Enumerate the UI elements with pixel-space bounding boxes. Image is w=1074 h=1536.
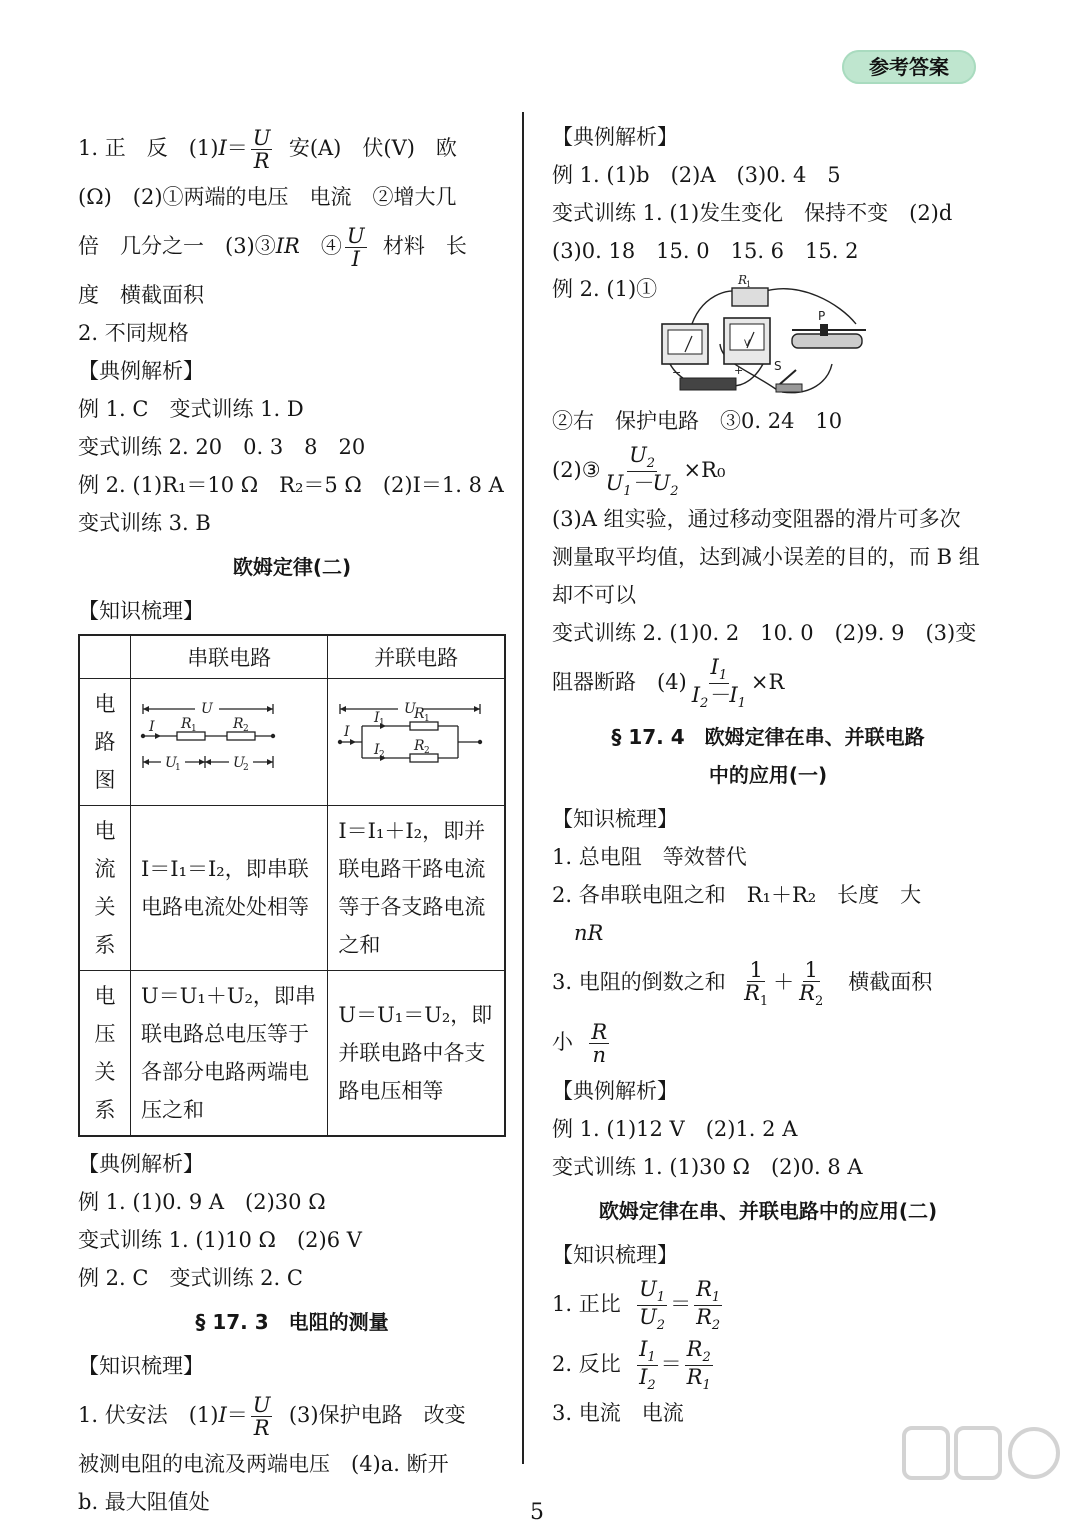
svg-text:U: U <box>404 701 417 717</box>
answer-line: (2)③ $\frac{U_2}{U_1-U_2}$ ×R₀ <box>552 443 726 500</box>
svg-text:2: 2 <box>424 746 431 756</box>
svg-text:1: 1 <box>379 718 386 728</box>
table-header-parallel: 并联电路 <box>328 635 505 679</box>
parallel-voltage-cell: U＝U₁＝U₂，即并联电路中各支路电压相等 <box>328 971 505 1137</box>
section-heading: 【典例解析】 <box>78 1152 204 1176</box>
series-current-cell: I＝I₁＝I₂，即串联电路电流处处相等 <box>131 806 328 971</box>
row-head-circuit-diagram: 电路图 <box>79 679 131 806</box>
answer-line: 小 $\frac{R}{n}$ <box>552 1019 608 1067</box>
svg-text:I: I <box>149 719 155 735</box>
answer-line: 3. 电阻的倒数之和 $\frac{1}{R_1}$ ＋ $\frac{1}{R_2}$ 横截面积 <box>552 957 933 1009</box>
right-column <box>552 118 984 1432</box>
answer-line: 1. 伏安法 (1)I＝ $\frac{U}{R}$ (3)保护电路 改变 <box>78 1392 466 1440</box>
svg-text:−: − <box>672 366 682 379</box>
answer-line: 倍 几分之一 (3)③IR ④ $\frac{U}{I}$ 材料 长 <box>78 223 467 271</box>
section-heading: 【知识梳理】 <box>78 599 204 623</box>
answer-line: 例 1. (1)0. 9 A (2)30 Ω <box>78 1190 326 1214</box>
svg-text:R: R <box>181 716 192 732</box>
section-heading: 【典例解析】 <box>78 359 204 383</box>
svg-text:+: + <box>734 364 744 377</box>
series-circuit-diagram <box>137 696 317 776</box>
answer-line: 度 横截面积 <box>78 283 204 307</box>
svg-text:U: U <box>165 755 177 771</box>
answer-line: (3)A 组实验，通过移动变阻器的滑片可多次 <box>552 507 961 531</box>
answer-line: 例 1. (1)12 V (2)1. 2 A <box>552 1117 798 1141</box>
svg-text:S: S <box>774 359 782 373</box>
answer-line: 例 2. C 变式训练 2. C <box>78 1266 303 1290</box>
answer-line: 变式训练 1. (1)发生变化 保持不变 (2)d <box>552 201 953 225</box>
answer-line: 2. 反比 $\frac{I_1}{I_2}$ ＝ $\frac{R_2}{R_1}$ <box>552 1337 711 1394</box>
answer-line: 被测电阻的电流及两端电压 (4)a. 断开 <box>78 1452 449 1476</box>
table-corner <box>79 635 131 679</box>
svg-text:I: I <box>344 724 350 740</box>
parallel-circuit-cell <box>328 679 505 806</box>
answer-line: 阻器断路 (4) $\frac{I_1}{I_2-I_1}$ ×R <box>552 655 785 712</box>
answer-line: nR <box>574 921 604 945</box>
table-header-series: 串联电路 <box>131 635 328 679</box>
series-voltage-cell: U＝U₁＋U₂，即串联电路总电压等于各部分电路两端电压之和 <box>131 971 328 1137</box>
answer-line: 2. 不同规格 <box>78 321 189 345</box>
answer-key-badge: 参考答案 <box>842 50 976 84</box>
answer-line: 变式训练 2. 20 0. 3 8 20 <box>78 435 366 459</box>
series-circuit-cell <box>131 679 328 806</box>
answer-line: 1. 正 反 (1)I＝ $\frac{U}{R}$ 安(A) 伏(V) 欧 <box>78 125 457 173</box>
section-title: 欧姆定律在串、并联电路中的应用(二) <box>598 1199 938 1223</box>
svg-text:R: R <box>414 738 425 754</box>
section-title: 中的应用(一) <box>708 763 828 787</box>
answer-line: 却不可以 <box>552 583 636 607</box>
answer-line: (3)0. 18 15. 0 15. 6 15. 2 <box>552 239 859 263</box>
section-heading: 【知识梳理】 <box>552 1243 678 1267</box>
svg-text:I: I <box>374 710 380 726</box>
svg-text:1: 1 <box>746 280 752 289</box>
answer-line: 例 1. C 变式训练 1. D <box>78 397 304 421</box>
parallel-circuit-diagram <box>334 696 494 776</box>
svg-text:U: U <box>233 755 245 771</box>
svg-text:1: 1 <box>175 763 181 773</box>
answer-line: (Ω) (2)①两端的电压 电流 ②增大几 <box>78 185 457 209</box>
svg-text:I: I <box>374 742 380 758</box>
example2-block <box>552 270 984 402</box>
answer-line: 测量取平均值，达到减小误差的目的，而 B 组 <box>552 545 980 569</box>
answer-line: 1. 正比 $\frac{U_1}{U_2}$ ＝ $\frac{R_1}{R_2}$ <box>552 1277 721 1334</box>
answer-line: b. 最大阻值处 <box>78 1490 210 1514</box>
section-heading: 【典例解析】 <box>552 1079 678 1103</box>
answer-line: 变式训练 2. (1)0. 2 10. 0 (2)9. 9 (3)变 <box>552 621 977 645</box>
svg-text:2: 2 <box>243 763 249 773</box>
answer-line: 2. 各串联电阻之和 R₁＋R₂ 长度 大 <box>552 883 922 907</box>
svg-text:R: R <box>414 706 425 722</box>
row-head-voltage: 电压关系 <box>79 971 131 1137</box>
left-column <box>78 118 506 1521</box>
svg-text:V: V <box>744 339 751 349</box>
circuit-comparison-table <box>78 634 506 1137</box>
answer-line: 例 1. (1)b (2)A (3)0. 4 5 <box>552 163 841 187</box>
svg-text:U: U <box>201 701 213 717</box>
circuit-apparatus-illustration <box>660 274 870 398</box>
section-heading: 【知识梳理】 <box>78 1354 204 1378</box>
section-title: § 17. 3 电阻的测量 <box>195 1310 389 1334</box>
svg-text:1: 1 <box>424 714 431 724</box>
answer-line: 3. 电流 电流 <box>552 1401 684 1425</box>
row-head-current: 电流关系 <box>79 806 131 971</box>
svg-text:R: R <box>233 716 244 732</box>
answer-line: 变式训练 1. (1)10 Ω (2)6 V <box>78 1228 362 1252</box>
answer-line: ②右 保护电路 ③0. 24 10 <box>552 409 843 433</box>
section-heading: 【知识梳理】 <box>552 807 678 831</box>
column-divider <box>522 112 524 1464</box>
svg-text:2: 2 <box>379 750 386 760</box>
page-number: 5 <box>530 1500 544 1525</box>
svg-text:R: R <box>738 274 748 287</box>
section-title: 欧姆定律(二) <box>232 555 352 579</box>
svg-text:P: P <box>818 309 826 323</box>
section-title: § 17. 4 欧姆定律在串、并联电路 <box>611 725 925 749</box>
svg-text:1: 1 <box>191 724 197 734</box>
parallel-current-cell: I＝I₁＋I₂，即并联电路干路电流等于各支路电流之和 <box>328 806 505 971</box>
answer-line: 变式训练 1. (1)30 Ω (2)0. 8 A <box>552 1155 863 1179</box>
answer-line: 例 2. (1)① <box>552 277 658 301</box>
svg-text:2: 2 <box>243 724 249 734</box>
answer-line: 变式训练 3. B <box>78 511 211 535</box>
answer-line: 例 2. (1)R₁＝10 Ω R₂＝5 Ω (2)I＝1. 8 A <box>78 473 504 497</box>
answer-line: 1. 总电阻 等效替代 <box>552 845 747 869</box>
section-heading: 【典例解析】 <box>552 125 678 149</box>
